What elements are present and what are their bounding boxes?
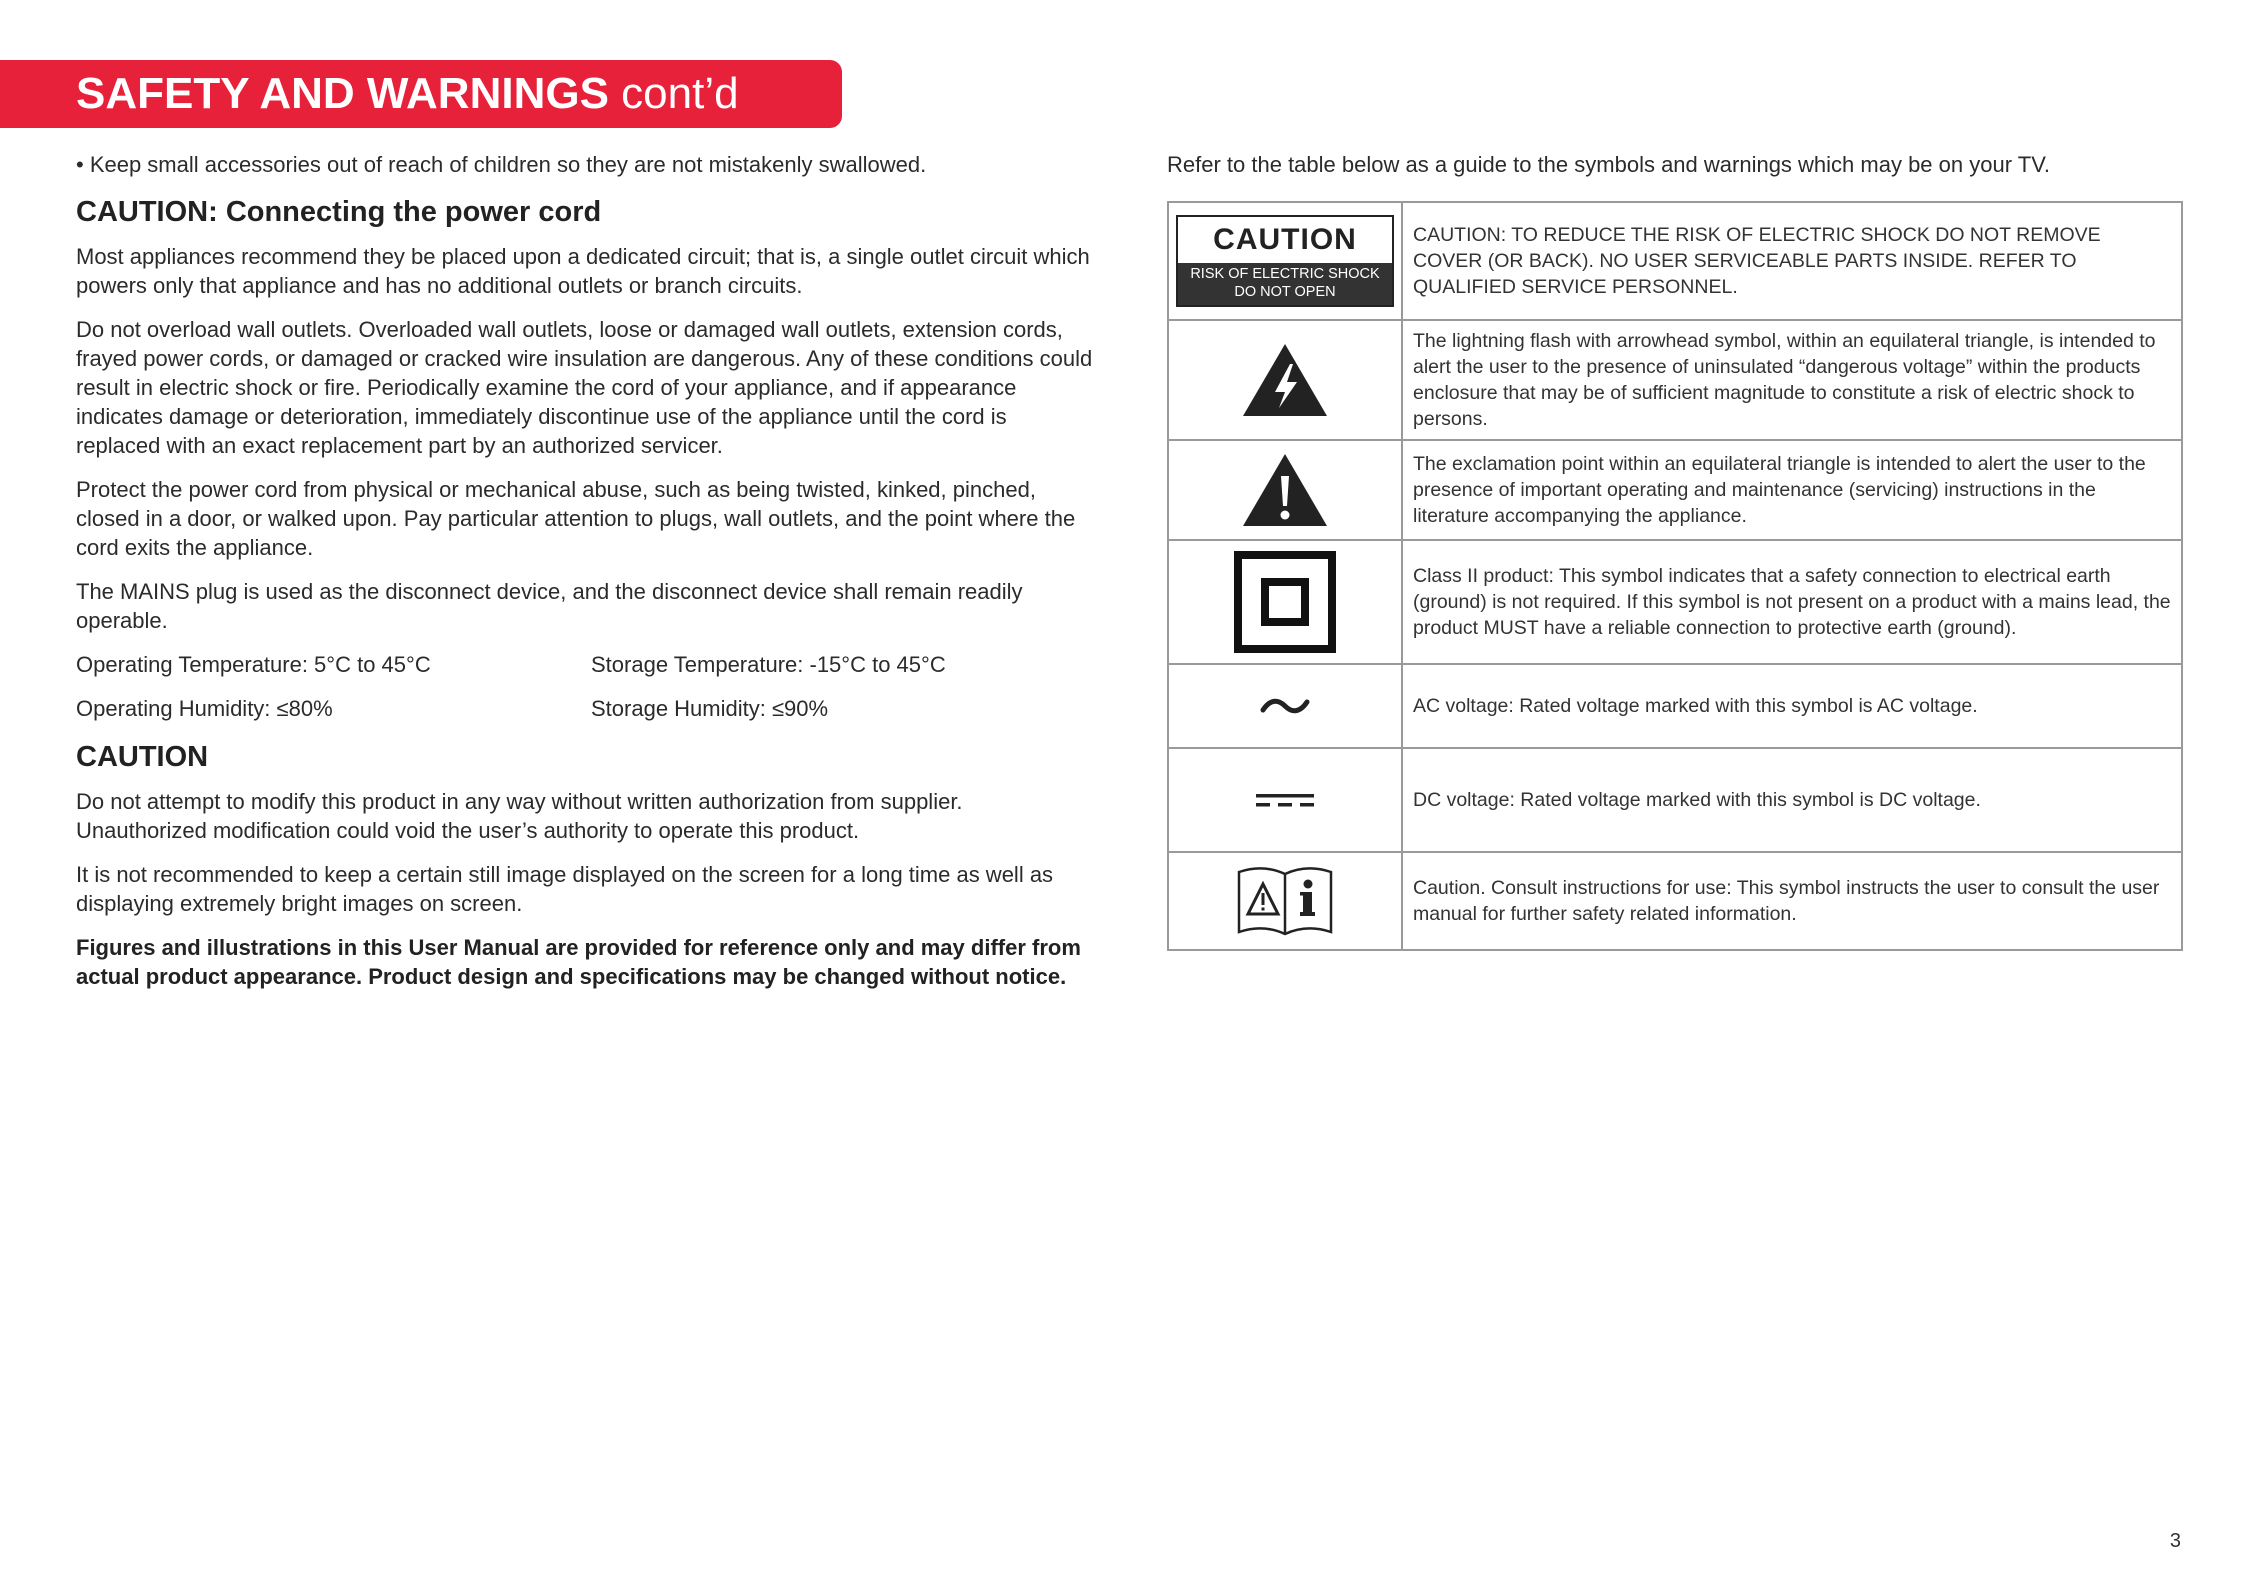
description-cell: Caution. Consult instructions for use: This symbol instructs the user to consult the user manual for further safety related information.	[1402, 852, 2182, 950]
symbol-cell	[1168, 440, 1402, 540]
storage-humidity: Storage Humidity: ≤90%	[591, 696, 829, 721]
table-row	[1168, 852, 2182, 950]
table-row	[1168, 748, 2182, 852]
caution-label-title: CAUTION	[1213, 223, 1357, 256]
paragraph-mains-plug: The MAINS plug is used as the disconnect device, and the disconnect device shall remain readily operable.	[76, 579, 1023, 633]
dc-voltage-icon	[1254, 790, 1316, 810]
table-row	[1168, 202, 2182, 320]
paragraph-overload: Do not overload wall outlets. Overloaded wall outlets, loose or damaged wall outlets, extension cords, frayed power cords, or damaged or cracked wire insulation are dangerous. Any of these conditions could result in electric shock or fire. Periodically examine the cord of your appliance, and if appearance indicates damage or deterioration, immediately discontinue use of the appliance until the cord is replaced with an exact replacement part by an authorized servicer.	[76, 317, 1093, 458]
description-cell: DC voltage: Rated voltage marked with this symbol is DC voltage.	[1402, 748, 2182, 852]
description-cell: Class II product: This symbol indicates that a safety connection to electrical earth (ground) is not required. If this symbol is not present on a product with a mains lead, the product MUST have a reliable connection to protective earth (ground).	[1402, 540, 2182, 664]
consult-manual-icon	[1236, 864, 1334, 938]
ac-voltage-icon	[1259, 694, 1311, 718]
paragraph-reference-note: Figures and illustrations in this User Manual are provided for reference only and may differ from actual product appearance. Product design and specifications may be changed without notice.	[76, 935, 1081, 989]
spec-row-humidity	[76, 694, 1096, 723]
class-two-square-icon	[1234, 551, 1336, 653]
symbol-cell	[1168, 202, 1402, 320]
table-row	[1168, 320, 2182, 440]
symbol-cell	[1168, 664, 1402, 748]
paragraph-dedicated-circuit: Most appliances recommend they be placed upon a dedicated circuit; that is, a single outlet circuit which powers only that appliance and has no additional outlets or branch circuits.	[76, 244, 1090, 298]
storage-temperature: Storage Temperature: -15°C to 45°C	[591, 652, 946, 677]
page-title-bold: SAFETY AND WARNINGS	[76, 69, 609, 118]
right-column	[1167, 150, 2183, 951]
table-row	[1168, 440, 2182, 540]
caution-label-line2: DO NOT OPEN	[1234, 284, 1336, 300]
caution-label-line1: RISK OF ELECTRIC SHOCK	[1190, 266, 1380, 282]
exclamation-triangle-icon	[1241, 452, 1329, 528]
heading-caution: CAUTION	[76, 741, 209, 773]
symbols-table	[1167, 201, 2183, 951]
caution-label-subtitle	[1178, 263, 1392, 305]
left-column	[76, 150, 1096, 1006]
caution-label-icon	[1176, 215, 1394, 307]
page-title-suffix: cont’d	[621, 69, 739, 118]
spec-row-temperature	[76, 650, 1096, 679]
page-title	[76, 69, 739, 118]
symbol-cell	[1168, 748, 1402, 852]
lightning-triangle-icon	[1241, 342, 1329, 418]
page-number: 3	[2169, 1530, 2181, 1552]
description-cell: CAUTION: TO REDUCE THE RISK OF ELECTRIC SHOCK DO NOT REMOVE COVER (OR BACK). NO USER SERVICEABLE PARTS INSIDE. REFER TO QUALIFIED SERVICE PERSONNEL.	[1402, 202, 2182, 320]
operating-humidity: Operating Humidity: ≤80%	[76, 696, 333, 721]
paragraph-protect-cord: Protect the power cord from physical or mechanical abuse, such as being twisted, kinked, pinched, closed in a door, or walked upon. Pay particular attention to plugs, wall outlets, and the point where the cord exits the appliance.	[76, 477, 1076, 560]
symbol-cell	[1168, 540, 1402, 664]
description-cell: The lightning flash with arrowhead symbol, within an equilateral triangle, is intended to alert the user to the presence of uninsulated “dangerous voltage” within the products enclosure that may be of sufficient magnitude to constitute a risk of electric shock to persons.	[1402, 320, 2182, 440]
paragraph-still-image: It is not recommended to keep a certain still image displayed on the screen for a long time as well as displaying extremely bright images on screen.	[76, 862, 1054, 916]
table-row	[1168, 664, 2182, 748]
paragraph-modify: Do not attempt to modify this product in any way without written authorization from supplier. Unauthorized modification could void the user’s authority to operate this product.	[76, 789, 963, 843]
bullet-accessories: • Keep small accessories out of reach of children so they are not mistakenly swallowed.	[76, 152, 927, 177]
table-intro: Refer to the table below as a guide to the symbols and warnings which may be on your TV.	[1167, 152, 2050, 177]
operating-temperature: Operating Temperature: 5°C to 45°C	[76, 652, 431, 677]
description-cell: AC voltage: Rated voltage marked with this symbol is AC voltage.	[1402, 664, 2182, 748]
symbol-cell	[1168, 320, 1402, 440]
section-banner	[0, 60, 842, 128]
symbol-cell	[1168, 852, 1402, 950]
table-row	[1168, 540, 2182, 664]
description-cell: The exclamation point within an equilateral triangle is intended to alert the user to the presence of important operating and maintenance (servicing) instructions in the literature accompanying the appliance.	[1402, 440, 2182, 540]
heading-power-cord: CAUTION: Connecting the power cord	[76, 196, 602, 228]
